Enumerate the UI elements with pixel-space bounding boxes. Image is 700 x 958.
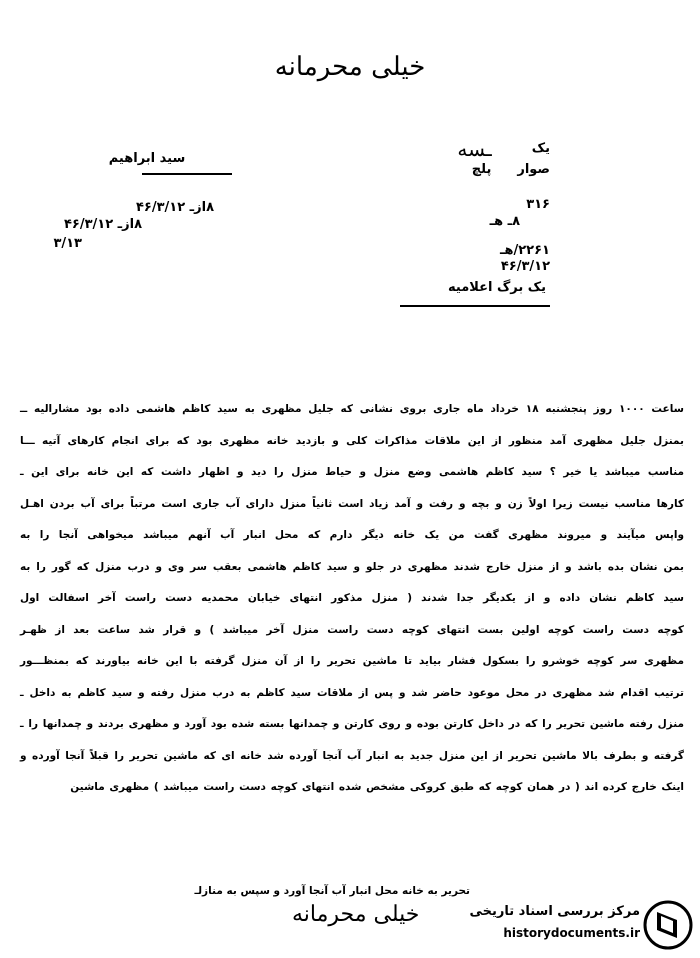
body-line: گرفته و بطرف بالا ماشین تحریر از این منزل جدید به انبار آب آنجا آورده شد خانه ای که ماشین تحریر را قبلاً آنجا آورده و <box>20 749 684 762</box>
recipient-name: سید ابراهیم <box>108 151 186 166</box>
letter-number: ۲۲۶۱/هـ <box>500 242 550 258</box>
underline <box>400 305 550 307</box>
body-line: مناسب میباشد یا خیر ؟ سید کاظم هاشمی وضع منزل و حیاط منزل را دید و اظهار داشت که این خانه برای این ـ <box>20 466 684 478</box>
body-last-line: تحریر به خانه محل انبار آب آنجا آورد و سپس به منازلـ <box>194 885 470 897</box>
reference-label: یک <box>531 141 550 157</box>
report-body <box>20 394 684 804</box>
archive-emblem-icon <box>643 900 693 950</box>
document-title: خیلی محرمانه <box>274 52 426 82</box>
letter-date: ۴۶/۳/۱۲ <box>500 258 550 274</box>
recipient-line-1: ۸ازـ ۴۶/۳/۱۲ <box>135 199 214 215</box>
attachment-text: یک برگ اعلامیه <box>448 279 546 295</box>
body-line: سید کاظم نشان داده و از یکدیگر جدا شدند ( منزل مذکور انتهای خیابان محمدیه دست راست آخر اسفالت اول <box>20 592 684 604</box>
reference-number: ۳۱۶ <box>526 196 550 212</box>
body-line: بمن نشان بده باشد و از منزل خارج شدند مظهری در جلو و سید کاظم هاشمی بعقب سر وی و درب منزل که گور را به <box>20 560 684 573</box>
body-line: کوچه دست راست کوچه اولین بست انتهای کوچه دست راست منزل آخر میباشد ) و قرار شد ساعت بعد از ظهـر <box>20 623 684 636</box>
watermark-url: historydocuments.ir <box>503 926 640 940</box>
attachment-note <box>300 281 550 296</box>
body-line: ساعت ۱۰۰۰ روز پنجشنبه ۱۸ خرداد ماه جاری بروی نشانی که جلیل مظهری به سید کاظم هاشمی داده بود مشارالیه ــ <box>20 403 684 415</box>
handwritten-mark: ـسه <box>457 137 492 161</box>
body-line: اینک خارج کرده اند ( در همان کوچه که طبق کروکی مشخص شده انتهای کوچه دست راست میباشد ) مظهری ماشین <box>70 781 684 793</box>
body-line: واپس میآیند و میروند مظهری گفت من یک خانه دیگر دارم که محل انبار آب آنهم میباشد میخواهی آنجا را به <box>20 529 684 541</box>
body-line: مظهری سر کوچه خوشرو را بسکول فشار بیاید تا ماشین تحریر را از آن منزل گرفته با این خانه بیاورند که بمنظـــور <box>20 655 684 667</box>
recipient-block <box>22 152 232 252</box>
reference-block <box>300 138 550 296</box>
watermark-text-fa: مرکز بررسی اسناد تاریخی <box>469 904 640 919</box>
footer-classification: خیلی محرمانه <box>292 902 420 927</box>
reference-code: ۸ـ هـ <box>489 213 520 229</box>
reference-line-2b: پلچ <box>471 162 492 177</box>
reference-line-2a: صوار <box>517 162 550 177</box>
watermark-logo <box>469 898 695 954</box>
underline <box>142 173 232 175</box>
body-line: ترتیب اقدام شد مظهری در محل موعود حاضر شد و پس از ملاقات سید کاظم به درب منزل رفته و سید کاظم به داخل ـ <box>20 686 684 699</box>
recipient-line-3: ۳/۱۳ <box>53 235 82 251</box>
body-line: بمنزل جلیل مظهری آمد منظور از این ملاقات مذاکرات کلی و بازدید خانه مظهری بود که برای انجام کارهای آتیه ـــا <box>20 434 684 447</box>
recipient-line-2: ۸ازـ ۴۶/۳/۱۲ <box>63 216 142 232</box>
body-line: کارها مناسب نیست زیرا اولاً زن و بچه و رفت و آمد زیاد است ثانیاً منزل دارای آب جاری است مرتباً برای آب بردن اهـل <box>20 497 684 510</box>
body-line: منزل رفته ماشین تحریر را که در داخل کارتن بوده و روی کارتن و چمدانها بسته شده بود آورد و مظهری بردند و چمدانها را ـ <box>20 718 684 730</box>
